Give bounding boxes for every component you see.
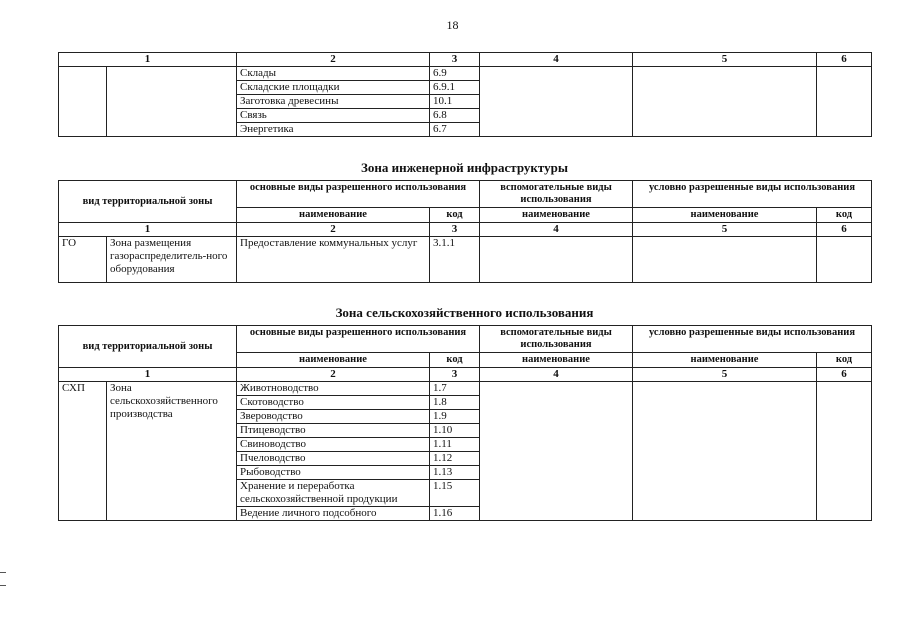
cond-uses-name-cell [633,237,817,283]
zone-code: СХП [59,382,107,521]
column-number-row [59,223,872,237]
use-name: Складские площадки [237,81,430,95]
col-number-2: 2 [237,368,430,382]
use-code: 1.16 [430,507,480,521]
header-code: код [430,208,480,223]
continuation-table [58,52,872,137]
col-number-1: 1 [59,368,237,382]
col-number-6: 6 [817,368,872,382]
use-name: Связь [237,109,430,123]
header-name: наименование [480,353,633,368]
use-name: Энергетика [237,123,430,137]
header-zone-type: вид территориальной зоны [59,181,237,223]
use-name: Пчеловодство [237,452,430,466]
use-code: 10.1 [430,95,480,109]
header-name: наименование [633,208,817,223]
header-aux-uses: вспомогательные виды использования [480,326,633,353]
use-name: Птицеводство [237,424,430,438]
use-code: 1.10 [430,424,480,438]
cond-uses-name-cell [633,67,817,137]
use-code: 1.15 [430,480,480,507]
table-row [59,67,872,81]
use-code: 1.9 [430,410,480,424]
use-code: 6.8 [430,109,480,123]
col-number-1: 1 [59,223,237,237]
use-code: 1.13 [430,466,480,480]
header-cond-uses: условно разрешенные виды использования [633,181,872,208]
aux-uses-cell [480,67,633,137]
use-code: 6.7 [430,123,480,137]
cond-uses-code-cell [817,67,872,137]
table-row [59,237,872,283]
use-name: Склады [237,67,430,81]
zone-name-cell [107,67,237,137]
cond-uses-code-cell [817,237,872,283]
use-code: 1.7 [430,382,480,396]
header-name: наименование [237,208,430,223]
col-number-6: 6 [817,223,872,237]
header-main-uses: основные виды разрешенного использования [237,326,480,353]
header-code: код [817,208,872,223]
col-number-5: 5 [633,368,817,382]
col-number-2: 2 [237,53,430,67]
header-main-uses: основные виды разрешенного использования [237,181,480,208]
header-row [59,181,872,208]
engineering-table [58,180,872,283]
cond-uses-name-cell [633,382,817,521]
col-number-4: 4 [480,368,633,382]
header-name: наименование [480,208,633,223]
col-number-4: 4 [480,223,633,237]
table-row [59,382,872,396]
header-name: наименование [633,353,817,368]
use-code: 6.9.1 [430,81,480,95]
use-code: 1.12 [430,452,480,466]
use-name: Заготовка древесины [237,95,430,109]
zone-name: Зона размещения газораспределитель-ного оборудования [107,237,237,283]
column-number-row [59,368,872,382]
use-name: Животноводство [237,382,430,396]
use-code: 3.1.1 [430,237,480,283]
header-aux-uses: вспомогательные виды использования [480,181,633,208]
header-zone-type: вид территориальной зоны [59,326,237,368]
cond-uses-code-cell [817,382,872,521]
use-name: Скотоводство [237,396,430,410]
col-number-2: 2 [237,223,430,237]
use-code: 6.9 [430,67,480,81]
use-code: 1.8 [430,396,480,410]
use-name: Ведение личного подсобного [237,507,430,521]
col-number-4: 4 [480,53,633,67]
aux-uses-cell [480,237,633,283]
col-number-5: 5 [633,223,817,237]
use-name: Звероводство [237,410,430,424]
col-number-3: 3 [430,223,480,237]
col-number-3: 3 [430,368,480,382]
zone-name: Зона сельскохозяйственного производства [107,382,237,521]
header-code: код [817,353,872,368]
header-row [59,326,872,353]
header-name: наименование [237,353,430,368]
col-number-6: 6 [817,53,872,67]
col-number-3: 3 [430,53,480,67]
section-title-engineering: Зона инженерной инфраструктуры [361,160,568,175]
agri-table [58,325,872,521]
aux-uses-cell [480,382,633,521]
section-title-agri: Зона сельскохозяйственного использования [335,305,594,320]
zone-code-cell [59,67,107,137]
use-name: Хранение и переработка сельскохозяйственной продукции [237,480,430,507]
col-number-5: 5 [633,53,817,67]
use-name: Свиноводство [237,438,430,452]
zone-code: ГО [59,237,107,283]
col-number-1: 1 [59,53,237,67]
header-cond-uses: условно разрешенные виды использования [633,326,872,353]
margin-mark [0,572,6,573]
use-name: Предоставление коммунальных услуг [237,237,430,283]
page-number: 18 [446,18,459,32]
header-code: код [430,353,480,368]
use-code: 1.11 [430,438,480,452]
use-name: Рыбоводство [237,466,430,480]
column-number-row [59,53,872,67]
margin-mark [0,585,6,586]
